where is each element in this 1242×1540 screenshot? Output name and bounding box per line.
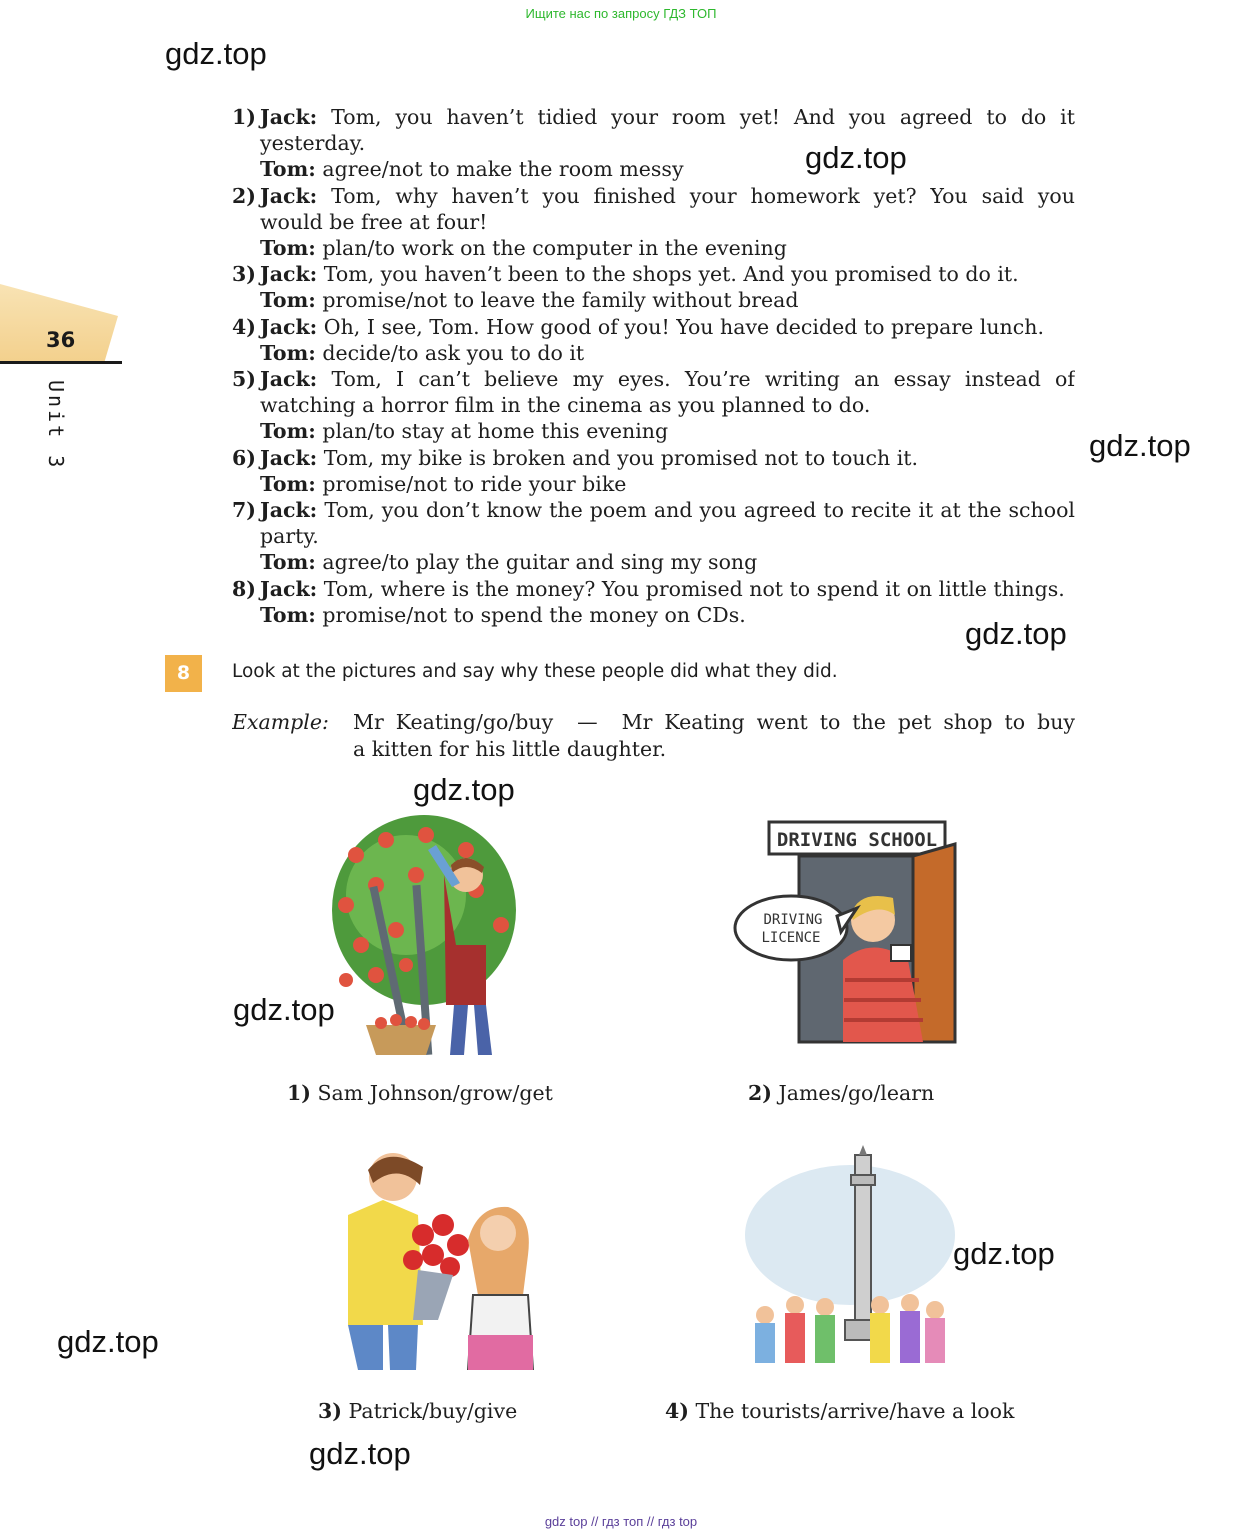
- unit-label: Unit 3: [44, 380, 68, 471]
- exercise-7-jack-line: watching a horror film in the cinema as you planned to do.: [260, 393, 871, 418]
- example-answer-line1: Mr Keating went to the pet shop to buy: [621, 710, 1075, 734]
- driving-school-picture: [733, 820, 958, 1045]
- exercise-7-jack-line: 2) Jack: Tom, why haven’t you finished your homework yet? You said you: [232, 183, 1075, 208]
- exercise-7-jack-line: yesterday.: [260, 131, 366, 156]
- sign-text: DRIVING SCHOOL: [776, 829, 938, 851]
- exercise-7-jack-line: 4) Jack: Oh, I see, Tom. How good of you! You have decided to prepare lunch.: [232, 314, 1044, 339]
- caption-1: 1) Sam Johnson/grow/get: [287, 1081, 553, 1105]
- exercise-7-tom-line: Tom: promise/not to leave the family without bread: [260, 288, 799, 313]
- exercise-7-tom-line: Tom: plan/to work on the computer in the evening: [260, 236, 787, 261]
- tab-divider: [0, 361, 122, 364]
- exercise-7-tom-line: Tom: plan/to stay at home this evening: [260, 419, 669, 444]
- exercise-7-jack-line: 8) Jack: Tom, where is the money? You promised not to spend it on little things.: [232, 576, 1065, 601]
- exercise-7-jack-line: 5) Jack: Tom, I can’t believe my eyes. You’re writing an essay instead of: [232, 367, 1075, 392]
- watermark: gdz.top: [165, 36, 267, 71]
- watermark: gdz.top: [1089, 428, 1191, 463]
- top-banner: Ищите нас по запросу ГДЗ ТОП: [525, 6, 717, 21]
- watermark: gdz.top: [233, 992, 335, 1027]
- example-answer-line2: a kitten for his little daughter.: [353, 736, 667, 761]
- watermark: gdz.top: [309, 1436, 411, 1471]
- exercise-number-badge: 8: [165, 655, 202, 692]
- exercise-instruction: Look at the pictures and say why these people did what they did.: [232, 661, 838, 682]
- watermark: gdz.top: [805, 140, 907, 175]
- flowers-picture: [328, 1145, 538, 1370]
- exercise-7-jack-line: party.: [260, 524, 319, 549]
- exercise-7-jack-line: 1) Jack: Tom, you haven’t tidied your room yet! And you agreed to do it: [232, 105, 1075, 129]
- watermark: gdz.top: [965, 616, 1067, 651]
- exercise-7-jack-line: 3) Jack: Tom, you haven’t been to the shops yet. And you promised to do it.: [232, 262, 1019, 287]
- caption-2: 2) James/go/learn: [748, 1081, 935, 1105]
- page-tab: [0, 284, 118, 364]
- caption-4: 4) The tourists/arrive/have a look: [665, 1399, 1015, 1423]
- monument-picture: [745, 1145, 955, 1370]
- apple-tree-picture: [326, 815, 526, 1055]
- exercise-7-list: [232, 104, 1075, 628]
- watermark: gdz.top: [413, 772, 515, 807]
- exercise-7-jack-line: would be free at four!: [260, 209, 488, 234]
- bubble-line2: LICENCE: [761, 930, 821, 946]
- watermark: gdz.top: [57, 1324, 159, 1359]
- exercise-7-jack-line: 6) Jack: Tom, my bike is broken and you promised not to touch it.: [232, 445, 919, 470]
- exercise-7-tom-line: Tom: promise/not to spend the money on CDs.: [260, 602, 746, 627]
- example-block: Example: Mr Keating/go/buy — Mr Keating went to the pet shop to buy a kitten for his little daughter.: [232, 710, 1075, 761]
- exercise-7-tom-line: Tom: promise/not to ride your bike: [260, 471, 627, 496]
- caption-3: 3) Patrick/buy/give: [318, 1399, 518, 1423]
- exercise-7-tom-line: Tom: agree/to play the guitar and sing my song: [260, 550, 758, 575]
- example-prompt: Mr Keating/go/buy: [353, 710, 554, 734]
- example-label: Example:: [232, 710, 329, 734]
- watermark: gdz.top: [953, 1236, 1055, 1271]
- footer-links: gdz top // гдз топ // гдз top: [544, 1514, 698, 1529]
- exercise-7-jack-line: 7) Jack: Tom, you don’t know the poem and you agreed to recite it at the school: [232, 498, 1075, 523]
- bubble-line1: DRIVING: [763, 912, 823, 928]
- page-number: 36: [46, 328, 76, 352]
- exercise-7-tom-line: Tom: decide/to ask you to do it: [260, 340, 585, 365]
- exercise-7-tom-line: Tom: agree/not to make the room messy: [260, 157, 684, 182]
